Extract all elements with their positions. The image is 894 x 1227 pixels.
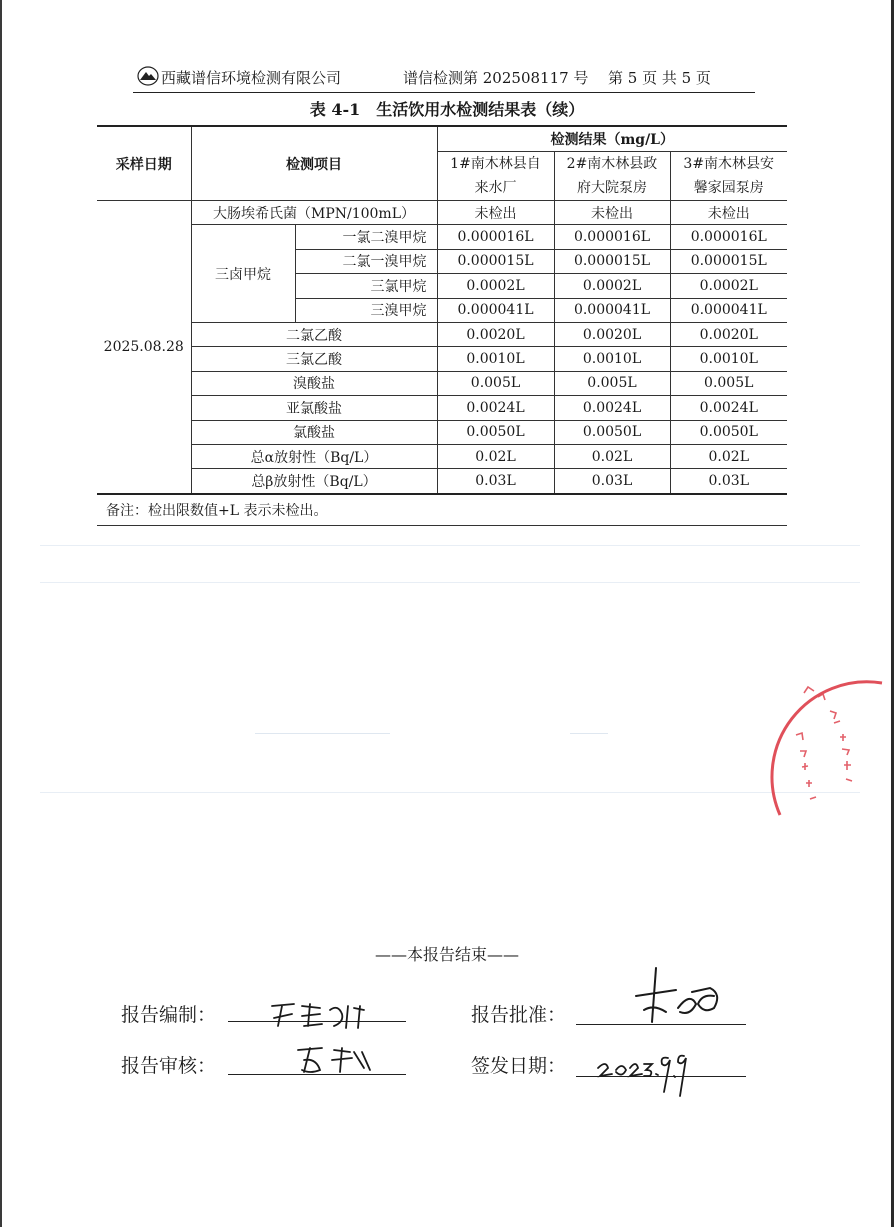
- header-site-2: [554, 152, 670, 201]
- table-row: [97, 469, 787, 494]
- result-value: 0.0020L: [670, 322, 787, 346]
- result-value: 0.000015L: [554, 249, 670, 273]
- result-value: 0.0002L: [554, 274, 670, 298]
- report-end-mark: ——本报告结束——: [374, 945, 519, 964]
- result-value: 未检出: [554, 201, 670, 225]
- item-name: 溴酸盐: [191, 371, 437, 395]
- item-name: 二氯一溴甲烷: [295, 249, 437, 273]
- item-name: 总α放射性（Bq/L）: [191, 444, 437, 468]
- result-value: 0.000016L: [437, 225, 554, 249]
- group-label-trihalomethanes: 三卤甲烷: [191, 225, 295, 323]
- item-name: 亚氯酸盐: [191, 396, 437, 420]
- result-value: 0.000015L: [670, 249, 787, 273]
- result-value: 0.02L: [670, 444, 787, 468]
- approved-by-signature: [630, 964, 730, 1028]
- company-seal-icon: [760, 675, 894, 825]
- issue-date-label: 签发日期：: [471, 1055, 567, 1077]
- table-remark: 备注：检出限数值+L 表示未检出。: [106, 503, 328, 519]
- result-value: 0.000016L: [554, 225, 670, 249]
- result-value: 0.005L: [670, 371, 787, 395]
- issue-date-handwritten: [594, 1046, 690, 1102]
- item-name: 氯酸盐: [191, 420, 437, 444]
- result-value: 0.0020L: [554, 322, 670, 346]
- header-site-1: [437, 152, 554, 201]
- header-site-3: [670, 152, 787, 201]
- result-value: 0.000015L: [437, 249, 554, 273]
- result-value: 0.0010L: [437, 347, 554, 371]
- item-name: 二氯乙酸: [191, 322, 437, 346]
- reviewed-by-signature: [292, 1042, 378, 1076]
- table-row: [97, 371, 787, 395]
- page-edge-left: [0, 0, 2, 1227]
- page-number: 第 5 页 共 5 页: [608, 69, 711, 87]
- header-sampling-date: 采样日期: [97, 126, 191, 201]
- remark-bottom-rule: [97, 525, 787, 526]
- result-value: 0.000041L: [670, 298, 787, 322]
- table-row: [97, 201, 787, 225]
- item-name: 一氯二溴甲烷: [295, 225, 437, 249]
- table-row: [97, 322, 787, 346]
- prepared-by-signature: [268, 996, 378, 1032]
- scan-artifact-line: [40, 792, 860, 793]
- header-test-item: 检测项目: [191, 126, 437, 201]
- result-value: 0.0050L: [670, 420, 787, 444]
- reviewed-by-label: 报告审核：: [121, 1055, 217, 1077]
- result-value: 0.02L: [554, 444, 670, 468]
- item-name: 大肠埃希氏菌（MPN/100mL）: [191, 201, 437, 225]
- result-value: 0.0024L: [554, 396, 670, 420]
- table-row: [97, 225, 787, 249]
- result-value: 0.03L: [670, 469, 787, 494]
- result-value: 0.0050L: [437, 420, 554, 444]
- result-value: 0.0002L: [437, 274, 554, 298]
- item-name: 三氯甲烷: [295, 274, 437, 298]
- page-header: [133, 64, 755, 93]
- company-name: 西藏谱信环境检测有限公司: [161, 69, 342, 87]
- company-logo-icon: [137, 66, 159, 86]
- result-value: 未检出: [670, 201, 787, 225]
- result-value: 未检出: [437, 201, 554, 225]
- result-value: 0.0010L: [670, 347, 787, 371]
- result-value: 0.02L: [437, 444, 554, 468]
- approved-by-label: 报告批准：: [471, 1004, 567, 1026]
- result-value: 0.000041L: [554, 298, 670, 322]
- results-table: [97, 125, 787, 495]
- result-value: 0.0024L: [437, 396, 554, 420]
- header-test-result: 检测结果（mg/L）: [437, 126, 787, 152]
- item-name: 三溴甲烷: [295, 298, 437, 322]
- site-3-name: 3#南木林县安馨家园泵房: [683, 156, 775, 196]
- result-value: 0.0002L: [670, 274, 787, 298]
- table-row: [97, 396, 787, 420]
- result-value: 0.03L: [554, 469, 670, 494]
- table-row: [97, 347, 787, 371]
- result-value: 0.0024L: [670, 396, 787, 420]
- table-row: [97, 444, 787, 468]
- site-2-name: 2#南木林县政府大院泵房: [566, 156, 658, 196]
- result-value: 0.000041L: [437, 298, 554, 322]
- result-value: 0.03L: [437, 469, 554, 494]
- result-value: 0.000016L: [670, 225, 787, 249]
- scan-artifact-line: [570, 733, 608, 734]
- report-number: 谱信检测第 202508117 号: [403, 69, 589, 87]
- result-value: 0.0050L: [554, 420, 670, 444]
- sample-date-cell: 2025.08.28: [97, 201, 191, 494]
- result-value: 0.0020L: [437, 322, 554, 346]
- result-value: 0.005L: [437, 371, 554, 395]
- item-name: 三氯乙酸: [191, 347, 437, 371]
- scan-artifact-line: [40, 545, 860, 546]
- site-1-name: 1#南木林县自来水厂: [450, 156, 541, 196]
- table-title: 表 4-1 生活饮用水检测结果表（续）: [309, 100, 585, 119]
- result-value: 0.005L: [554, 371, 670, 395]
- table-row: [97, 420, 787, 444]
- item-name: 总β放射性（Bq/L）: [191, 469, 437, 494]
- scan-artifact-line: [40, 582, 860, 583]
- prepared-by-label: 报告编制：: [121, 1004, 217, 1026]
- scan-artifact-line: [255, 733, 390, 734]
- result-value: 0.0010L: [554, 347, 670, 371]
